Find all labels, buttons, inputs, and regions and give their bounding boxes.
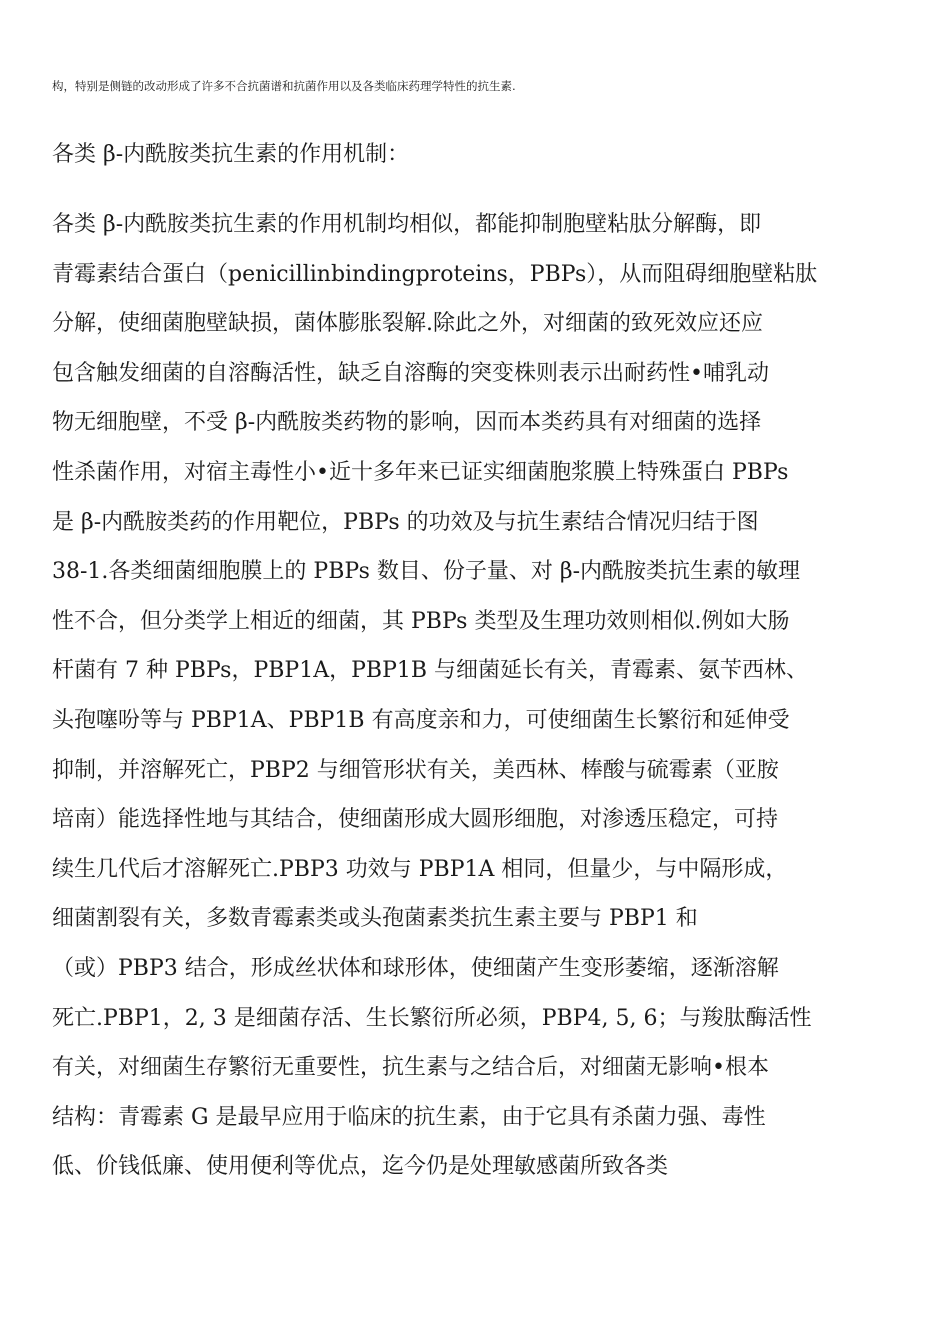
body-line: 38-1.各类细菌细胞膜上的 PBPs 数目、份子量、对 β-内酰胺类抗生素的敏理 xyxy=(52,559,801,585)
body-line: 杆菌有 7 种 PBPs，PBP1A，PBP1B 与细菌延长有关，青霉素、氨苄西林、 xyxy=(52,658,809,684)
body-line: 头孢噻吩等与 PBP1A、PBP1B 有高度亲和力，可使细菌生长繁衍和延伸受 xyxy=(52,707,790,733)
body-line: 性不合，但分类学上相近的细菌，其 PBPs 类型及生理功效则相似.例如大肠 xyxy=(52,608,790,634)
body-line: 青霉素结合蛋白（penicillinbindingproteins，PBPs），从而阻碍细胞壁粘肽 xyxy=(52,261,818,287)
body-line: 低、价钱低廉、使用便利等优点，迄今仍是处理敏感菌所致各类 xyxy=(52,1154,669,1180)
body-line: 是 β-内酰胺类药的作用靶位，PBPs 的功效及与抗生素结合情况归结于图 xyxy=(52,509,759,535)
body-paragraph xyxy=(52,205,912,1197)
body-line: 包含触发细菌的自溶酶活性，缺乏自溶酶的突变株则表示出耐药性•哺乳动 xyxy=(52,360,769,386)
section-heading: 各类 β-内酰胺类抗生素的作用机制： xyxy=(52,142,410,167)
body-line: 有关，对细菌生存繁衍无重要性，抗生素与之结合后，对细菌无影响•根本 xyxy=(52,1055,769,1081)
body-line: 物无细胞壁，不受 β-内酰胺类药物的影响，因而本类药具有对细菌的选择 xyxy=(52,410,762,436)
body-line: （或）PBP3 结合，形成丝状体和球形体，使细菌产生变形萎缩，逐渐溶解 xyxy=(52,955,779,981)
body-line: 各类 β-内酰胺类抗生素的作用机制均相似，都能抑制胞壁粘肽分解酶，即 xyxy=(52,212,762,237)
body-line: 培南）能选择性地与其结合，使细菌形成大圆形细胞，对渗透压稳定，可持 xyxy=(52,807,779,833)
body-line: 细菌割裂有关，多数青霉素类或头孢菌素类抗生素主要与 PBP1 和 xyxy=(52,906,698,932)
body-line: 死亡.PBP1，2, 3 是细菌存活、生长繁衍所必须，PBP4, 5, 6；与羧肽酶活性 xyxy=(52,1005,812,1031)
body-line: 抑制，并溶解死亡，PBP2 与细管形状有关，美西林、棒酸与硫霉素（亚胺 xyxy=(52,757,779,783)
top-text-line: 构，特别是侧链的改动形成了许多不合抗菌谱和抗菌作用以及各类临床药理学特性的抗生素. xyxy=(52,79,516,93)
body-line: 性杀菌作用，对宿主毒性小•近十多年来已证实细菌胞浆膜上特殊蛋白 PBPs xyxy=(52,459,789,485)
body-line: 结构：青霉素 G 是最早应用于临床的抗生素，由于它具有杀菌力强、毒性 xyxy=(52,1104,766,1130)
body-line: 续生几代后才溶解死亡.PBP3 功效与 PBP1A 相同，但量少，与中隔形成， xyxy=(52,856,788,882)
body-line: 分解，使细菌胞壁缺损，菌体膨胀裂解.除此之外，对细菌的致死效应还应 xyxy=(52,311,763,337)
